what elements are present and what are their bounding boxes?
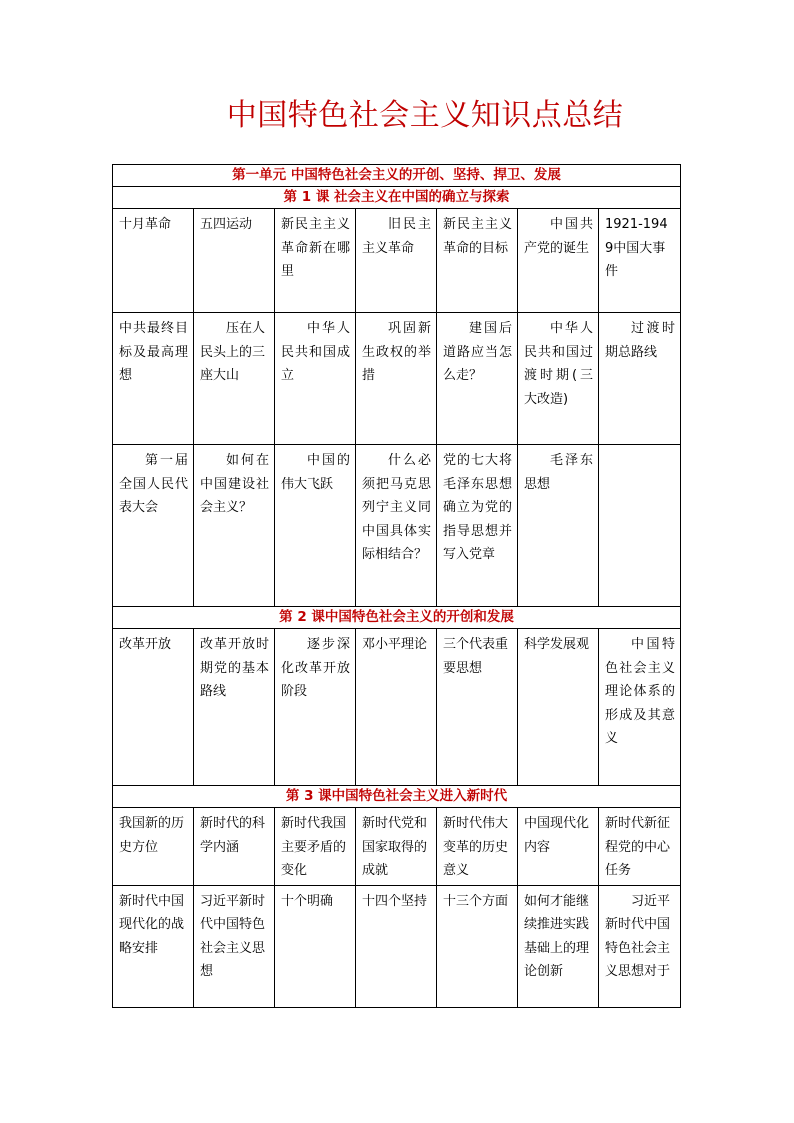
table-row [113, 629, 681, 786]
table-cell: 我国新的历史方位 [113, 808, 194, 886]
table-cell: 建国后道路应当怎么走？ [437, 313, 518, 445]
page-title: 中国特色社会主义知识点总结 [226, 98, 624, 133]
table-cell: 逐步深化改革开放阶段 [275, 629, 356, 786]
table-cell: 新民主主义革命新在哪里 [275, 209, 356, 313]
table-row [113, 313, 681, 445]
table-cell: 如何才能继续推进实践基础上的理论创新 [518, 885, 599, 1007]
table-cell: 新时代伟大变革的历史意义 [437, 808, 518, 886]
table-cell: 邓小平理论 [356, 629, 437, 786]
table-row [113, 209, 681, 313]
table-cell: 中国的伟大飞跃 [275, 445, 356, 607]
lesson-header-row [113, 187, 681, 209]
table-cell: 科学发展观 [518, 629, 599, 786]
table-row [113, 885, 681, 1007]
table-cell: 第一届全国人民代表大会 [113, 445, 194, 607]
table-cell: 中国现代化内容 [518, 808, 599, 886]
unit-header-row [113, 165, 681, 187]
table-row [113, 808, 681, 886]
table-cell: 中国共产党的诞生 [518, 209, 599, 313]
table-cell: 新时代新征程党的中心任务 [599, 808, 681, 886]
lesson-1-header: 第 1 课 社会主义在中国的确立与探索 [113, 187, 681, 209]
table-cell: 十个明确 [275, 885, 356, 1007]
table-cell: 新民主主义革命的目标 [437, 209, 518, 313]
table-cell: 中华人民共和国成立 [275, 313, 356, 445]
table-cell: 巩固新生政权的举措 [356, 313, 437, 445]
lesson-2-header: 第 2 课中国特色社会主义的开创和发展 [113, 607, 681, 629]
table-cell: 过渡时期总路线 [599, 313, 681, 445]
table-cell: 新时代我国主要矛盾的变化 [275, 808, 356, 886]
table-cell: 什么必须把马克思列宁主义同中国具体实际相结合？ [356, 445, 437, 607]
knowledge-table [112, 164, 681, 1008]
table-cell: 毛泽东思想 [518, 445, 599, 607]
table-cell: 新时代的科学内涵 [194, 808, 275, 886]
table-cell: 习近平新时代中国特色社会主义思想 [194, 885, 275, 1007]
table-cell: 三个代表重要思想 [437, 629, 518, 786]
lesson-3-header: 第 3 课中国特色社会主义进入新时代 [113, 786, 681, 808]
table-cell: 新时代中国现代化的战略安排 [113, 885, 194, 1007]
table-cell [599, 445, 681, 607]
lesson-header-row [113, 786, 681, 808]
table-cell: 改革开放时期党的基本路线 [194, 629, 275, 786]
lesson-header-row [113, 607, 681, 629]
table-cell: 如何在中国建设社会主义？ [194, 445, 275, 607]
table-cell: 新时代党和国家取得的成就 [356, 808, 437, 886]
table-cell: 十月革命 [113, 209, 194, 313]
table-row [113, 445, 681, 607]
table-cell: 改革开放 [113, 629, 194, 786]
unit-header: 第一单元 中国特色社会主义的开创、坚持、捍卫、发展 [113, 165, 681, 187]
table-cell: 十三个方面 [437, 885, 518, 1007]
table-cell: 习近平新时代中国特色社会主义思想对于 [599, 885, 681, 1007]
table-cell: 1921-1949中国大事件 [599, 209, 681, 313]
table-cell: 旧民主主义革命 [356, 209, 437, 313]
table-cell: 五四运动 [194, 209, 275, 313]
table-cell: 中共最终目标及最高理想 [113, 313, 194, 445]
table-cell: 压在人民头上的三座大山 [194, 313, 275, 445]
table-cell: 中华人民共和国过渡时期(三大改造) [518, 313, 599, 445]
table-cell: 十四个坚持 [356, 885, 437, 1007]
table-cell: 中国特色社会主义理论体系的形成及其意义 [599, 629, 681, 786]
table-cell: 党的七大将毛泽东思想确立为党的指导思想并写入党章 [437, 445, 518, 607]
